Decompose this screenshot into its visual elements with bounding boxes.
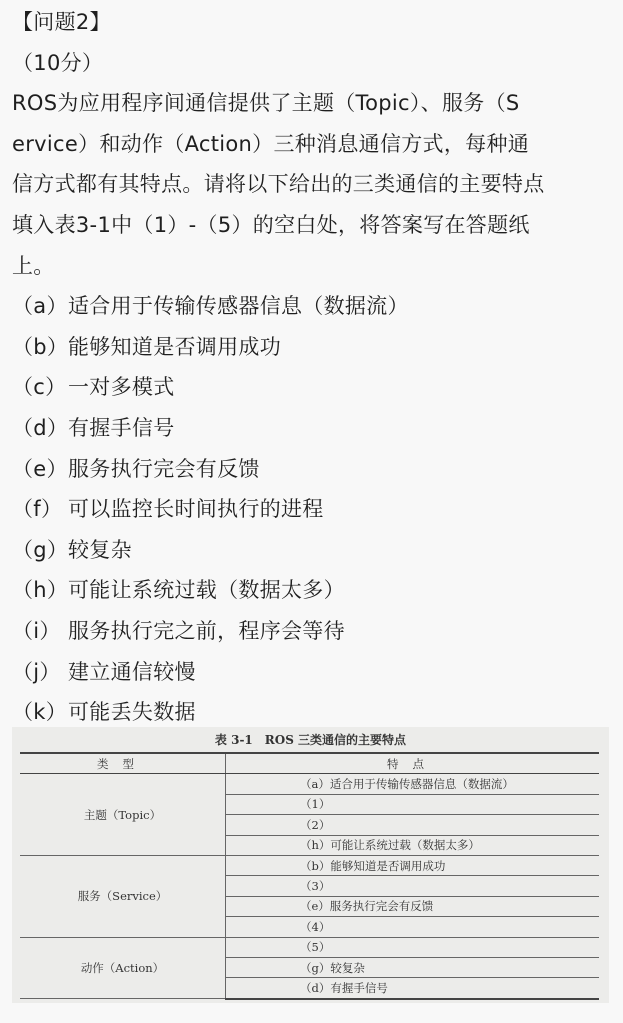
option-text: 一对多模式 xyxy=(68,375,175,400)
option-tag: （c） xyxy=(12,375,67,400)
option-text: 可能让系统过载（数据太多） xyxy=(68,578,345,603)
feature-cell: （b）能够知道是否调用成功 xyxy=(226,855,600,875)
option-tag: （g） xyxy=(12,537,69,562)
table-row xyxy=(20,774,599,794)
feature-cell: （2） xyxy=(226,815,600,835)
option-text: 可以监控长时间执行的进程 xyxy=(68,497,324,522)
option-tag: （b） xyxy=(12,334,69,359)
option-tag: （a） xyxy=(12,294,68,319)
feature-cell: （e）服务执行完会有反馈 xyxy=(226,896,600,916)
body-line: 填入表3-1中（1）-（5）的空白处，将答案写在答题纸 xyxy=(12,212,530,237)
question-content xyxy=(12,2,612,733)
header-feature: 特点 xyxy=(226,753,600,774)
type-cell: 服务（Service） xyxy=(20,855,226,937)
features-table-image xyxy=(12,727,609,1003)
option-text: 有握手信号 xyxy=(68,415,175,440)
question-heading: 【问题2】 xyxy=(12,10,111,34)
question-body xyxy=(12,83,612,286)
table-row xyxy=(20,937,599,957)
option-item xyxy=(12,570,612,611)
type-cell: 动作（Action） xyxy=(20,937,226,999)
option-list xyxy=(12,286,612,733)
body-line: 上。 xyxy=(12,253,55,278)
feature-cell: （3） xyxy=(226,876,600,896)
body-line: ervice）和动作（Action）三种消息通信方式，每种通 xyxy=(12,131,530,156)
option-text: 能够知道是否调用成功 xyxy=(68,334,281,359)
table-header-row xyxy=(20,753,599,774)
feature-cell: （a）适合用于传输传感器信息（数据流） xyxy=(226,774,600,794)
feature-cell: （h）可能让系统过载（数据太多） xyxy=(226,835,600,855)
option-tag: （k） xyxy=(12,700,68,725)
option-item xyxy=(12,327,612,368)
feature-cell: （4） xyxy=(226,917,600,937)
option-tag: （h） xyxy=(12,578,69,603)
feature-cell: （d）有握手信号 xyxy=(226,978,600,999)
option-tag: （f） xyxy=(12,497,63,522)
option-item xyxy=(12,489,612,530)
option-item xyxy=(12,652,612,693)
option-text: 建立通信较慢 xyxy=(68,659,196,684)
option-text: 较复杂 xyxy=(68,537,132,562)
option-item xyxy=(12,530,612,571)
table-row xyxy=(20,855,599,875)
body-line: ROS为应用程序间通信提供了主题（Topic）、服务（S xyxy=(12,91,520,116)
question-score: （10分） xyxy=(12,50,104,75)
option-text: 可能丢失数据 xyxy=(68,700,196,725)
option-item xyxy=(12,449,612,490)
option-text: 服务执行完会有反馈 xyxy=(68,456,260,481)
option-item xyxy=(12,286,612,327)
option-tag: （d） xyxy=(12,415,69,440)
option-text: 适合用于传输传感器信息（数据流） xyxy=(68,294,409,319)
option-text: 服务执行完之前，程序会等待 xyxy=(68,618,345,643)
feature-cell: （g）较复杂 xyxy=(226,957,600,977)
option-tag: （e） xyxy=(12,456,68,481)
option-tag: （j） xyxy=(12,659,61,684)
body-line: 信方式都有其特点。请将以下给出的三类通信的主要特点 xyxy=(12,172,545,197)
option-item xyxy=(12,611,612,652)
option-item xyxy=(12,367,612,408)
header-type: 类型 xyxy=(20,753,226,774)
features-table xyxy=(20,752,599,1000)
type-cell: 主题（Topic） xyxy=(20,774,226,856)
feature-cell: （5） xyxy=(226,937,600,957)
option-tag: （i） xyxy=(12,618,61,643)
option-item xyxy=(12,408,612,449)
feature-cell: （1） xyxy=(226,794,600,814)
table-caption: 表 3-1 ROS 三类通信的主要特点 xyxy=(214,733,407,747)
